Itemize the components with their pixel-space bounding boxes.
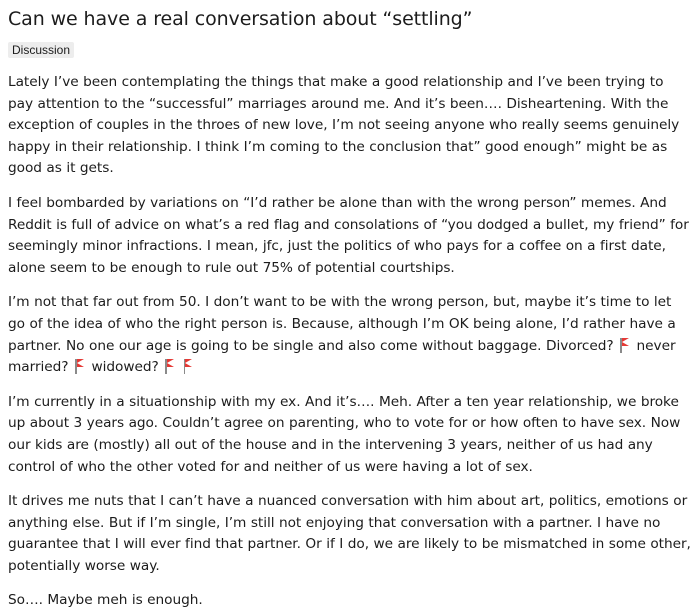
paragraph-text: I feel bombarded by variations on “I’d rather be alone than with the wrong person” memes. And Reddit is full of advice on what’s a red flag and consolations of “you dodged a bullet, my friend” for seemingly minor infractions. I mean, jfc, just the politics of who pays for a coffee on a first date, alone seem to be enough to rule out 75% of potential courtships. xyxy=(8,194,689,276)
post-paragraph xyxy=(8,491,692,577)
red-flag-icon xyxy=(164,358,176,374)
paragraph-text: widowed? xyxy=(87,359,164,376)
post-flair[interactable]: Discussion xyxy=(8,42,74,58)
post-body xyxy=(8,72,692,612)
paragraph-text: It drives me nuts that I can’t have a nuanced conversation with him about art, politics, emotions or anything else. But if I’m single, I’m still not enjoying that conversation with a partner. I have no guarantee that I will ever find that partner. Or if I do, we are likely to be mismatched in some other, potentially worse way. xyxy=(8,493,691,574)
post-title[interactable]: Can we have a real conversation about “settling” xyxy=(8,8,473,30)
paragraph-text: never married? xyxy=(8,337,676,376)
paragraph-text: I’m currently in a situationship with my ex. And it’s…. Meh. After a ten year relationship, we broke up about 3 years ago. Couldn’t agree on parenting, who to vote for or how often to have sex. Now our kids are (mostly) all out of the house and in the intervening 3 years, neither of us had any control of who the other voted for and neither of us were having a lot of sex. xyxy=(8,393,681,475)
red-flag-icon xyxy=(619,337,631,353)
paragraph-text xyxy=(177,359,182,375)
post-paragraph xyxy=(8,193,692,279)
post-paragraph xyxy=(8,590,692,612)
paragraph-text: Lately I’ve been contemplating the things that make a good relationship and I’ve been trying to pay attention to the “successful” marriages around me. And it’s been…. Disheartening. With the exception of couples in the throes of new love, I’m not seeing anyone who really seems genuinely happy in their relationship. I think I’m coming to the conclusion that” good enough” might be as good as it gets. xyxy=(8,74,680,177)
paragraph-text: So…. Maybe meh is enough. xyxy=(8,592,203,609)
red-flag-icon xyxy=(183,358,195,374)
paragraph-text: I’m not that far out from 50. I don’t want to be with the wrong person, but, maybe it’s time to let go of the idea of who the right person is. Because, although I’m OK being alone, I’d rather have a partner. No one our age is going to be single and also come without baggage. Divorced? xyxy=(8,294,676,354)
post-paragraph xyxy=(8,72,692,180)
post-paragraph xyxy=(8,292,692,378)
post-paragraph xyxy=(8,392,692,478)
red-flag-icon xyxy=(74,358,86,374)
